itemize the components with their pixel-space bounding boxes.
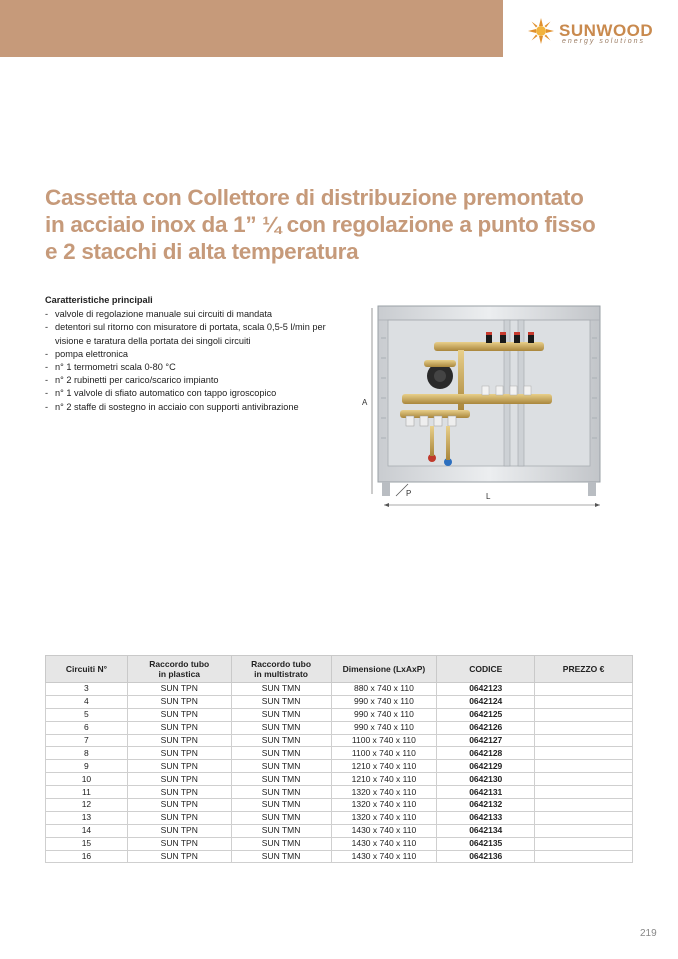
sunwood-logo <box>526 16 666 48</box>
features-list <box>45 308 355 414</box>
brand-tagline: energy solutions <box>562 38 645 45</box>
title-line-1: Cassetta con Collettore di distribuzione premontato <box>45 185 584 210</box>
table-row: 13 SUN TPN SUN TMN 1320 x 740 x 110 0642133 <box>46 811 633 824</box>
feature-item: - n° 1 termometri scala 0-80 °C <box>45 361 355 374</box>
label-p: P <box>406 489 412 498</box>
table-row: 11 SUN TPN SUN TMN 1320 x 740 x 110 0642131 <box>46 786 633 799</box>
brand-name: SUNWOOD <box>559 21 654 40</box>
table-row: 7 SUN TPN SUN TMN 1100 x 740 x 110 0642127 <box>46 734 633 747</box>
table-row: 14 SUN TPN SUN TMN 1430 x 740 x 110 0642134 <box>46 824 633 837</box>
table-body <box>46 683 633 863</box>
header-code: CODICE <box>437 656 535 683</box>
manifold-cabinet-illustration <box>362 298 612 510</box>
title-line-3: e 2 stacchi di alta temperatura <box>45 239 359 264</box>
table-row: 16 SUN TPN SUN TMN 1430 x 740 x 110 0642136 <box>46 850 633 863</box>
table-row: 12 SUN TPN SUN TMN 1320 x 740 x 110 0642132 <box>46 799 633 812</box>
table-row: 15 SUN TPN SUN TMN 1430 x 740 x 110 0642135 <box>46 837 633 850</box>
label-a: A <box>362 398 368 407</box>
header-band <box>0 0 503 57</box>
feature-item: - valvole di regolazione manuale sui circuiti di mandata <box>45 308 355 321</box>
table-row: 3 SUN TPN SUN TMN 880 x 740 x 110 0642123 <box>46 683 633 696</box>
product-figure <box>362 298 612 510</box>
header-plastic-fitting: Raccordo tubo in plastica <box>127 656 231 683</box>
feature-item: - n° 2 rubinetti per carico/scarico impianto <box>45 374 355 387</box>
features-heading: Caratteristiche principali <box>45 295 153 305</box>
table-header-row <box>46 656 633 683</box>
table-row: 6 SUN TPN SUN TMN 990 x 740 x 110 0642126 <box>46 721 633 734</box>
feature-item: - n° 1 valvole di sfiato automatico con tappo igroscopico <box>45 387 355 400</box>
table-row: 4 SUN TPN SUN TMN 990 x 740 x 110 0642124 <box>46 695 633 708</box>
label-l: L <box>486 492 491 501</box>
page-number: 219 <box>640 928 657 939</box>
feature-item: - detentori sul ritorno con misuratore di portata, scala 0,5-5 l/min per visione e taratura della portata dei singoli circuiti <box>45 321 355 347</box>
feature-item: - n° 2 staffe di sostegno in acciaio con supporti antivibrazione <box>45 401 355 414</box>
header-circuits: Circuiti N° <box>46 656 128 683</box>
feature-item: - pompa elettronica <box>45 348 355 361</box>
table-row: 8 SUN TPN SUN TMN 1100 x 740 x 110 0642128 <box>46 747 633 760</box>
header-multilayer-fitting: Raccordo tubo in multistrato <box>231 656 331 683</box>
page-title <box>45 184 645 265</box>
title-line-2: in acciaio inox da 1” ¼ con regolazione a punto fisso <box>45 212 596 237</box>
table-row: 5 SUN TPN SUN TMN 990 x 740 x 110 0642125 <box>46 708 633 721</box>
header-dimension: Dimensione (LxAxP) <box>331 656 437 683</box>
features-section <box>45 294 355 414</box>
table-row: 9 SUN TPN SUN TMN 1210 x 740 x 110 0642129 <box>46 760 633 773</box>
sun-icon <box>526 16 556 46</box>
table-row: 10 SUN TPN SUN TMN 1210 x 740 x 110 0642130 <box>46 773 633 786</box>
header-price: PREZZO € <box>535 656 633 683</box>
product-table <box>45 655 633 863</box>
